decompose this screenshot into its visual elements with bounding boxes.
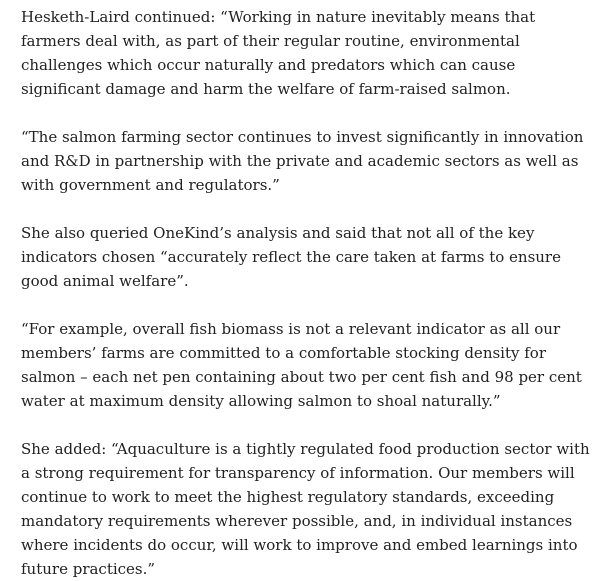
paragraph-onekind-analysis: She also queried OneKind’s analysis and said that not all of the key indicators chosen “accurately reflect the care taken at farms to ensure good animal welfare”. <box>21 224 561 290</box>
paragraph-hesketh-laird-quote: Hesketh-Laird continued: “Working in nature inevitably means that farmers deal with, as part of their regular routine, environmental challenges which occur naturally and predators which can cause significant damage and harm the welfare of farm-raised salmon. <box>21 8 536 98</box>
paragraph-biomass-quote: “For example, overall fish biomass is not a relevant indicator as all our members’ farms are committed to a comfortable stocking density for salmon – each net pen containing about two per cent fish and 98 per cent water at maximum density allowing salmon to shoal naturally.” <box>21 320 582 410</box>
paragraph-investment-quote: “The salmon farming sector continues to invest significantly in innovation and R&D in partnership with the private and academic sectors as well as with government and regulators.” <box>21 128 584 194</box>
paragraph-regulation-quote: She added: “Aquaculture is a tightly regulated food production sector with a strong requirement for transparency of information. Our members will continue to work to meet the highest regulatory standards, exceeding mandatory requirements wherever possible, and, in individual instances where incidents do occur, will work to improve and embed learnings into future practices.” <box>21 440 590 578</box>
